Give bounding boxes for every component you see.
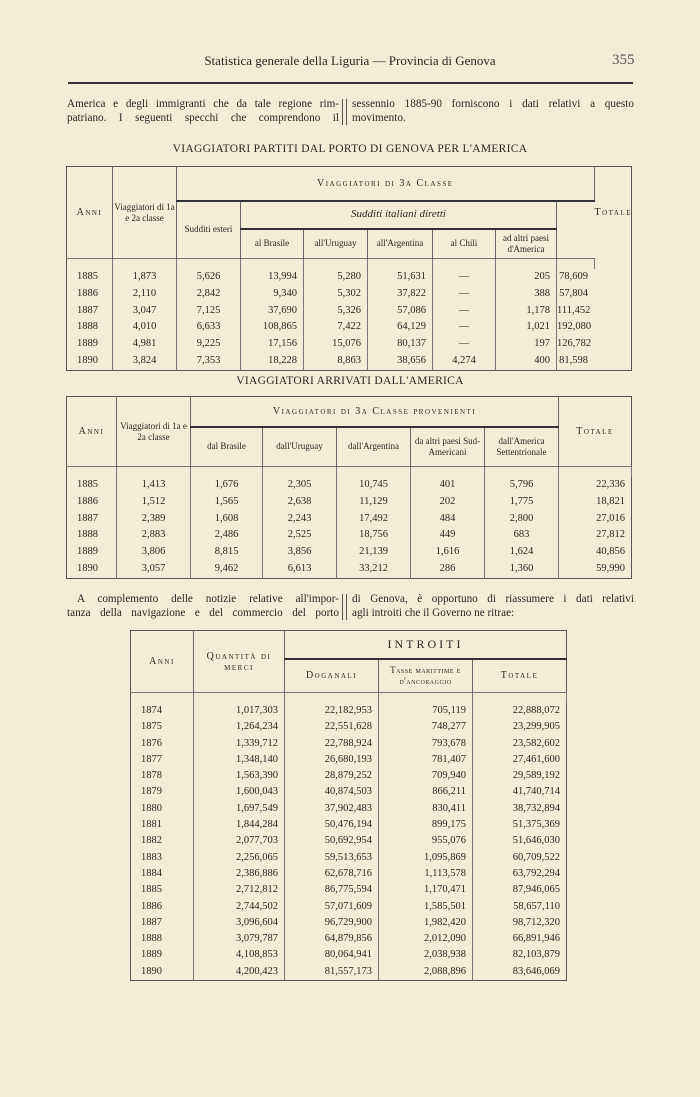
- header-separator: [131, 693, 567, 704]
- value-cell: 192,080: [557, 321, 592, 333]
- value-cell: 2,638: [263, 494, 337, 511]
- value-cell: 108,865: [241, 319, 304, 336]
- value-cell: 23,582,602: [512, 737, 560, 749]
- spacer: [67, 467, 117, 478]
- value-cell: 60,709,522: [512, 851, 560, 863]
- spacer: [473, 693, 567, 704]
- spacer: [557, 259, 595, 270]
- table-row: [131, 703, 567, 719]
- year-cell: 1883: [131, 850, 194, 866]
- value-cell: 18,821: [596, 495, 625, 507]
- value-cell: 18,228: [241, 353, 304, 370]
- value-cell: 11,129: [337, 494, 411, 511]
- value-cell: 1,775: [485, 494, 559, 511]
- table-row: [131, 768, 567, 784]
- value-cell: 63,792,294: [512, 867, 560, 879]
- value-cell: 1,982,420: [379, 915, 473, 931]
- value-cell: 401: [411, 477, 485, 494]
- spacer: [285, 693, 379, 704]
- text-line: agli introiti che il Governo ne ritrae:: [352, 606, 515, 619]
- value-cell: 28,879,252: [285, 768, 379, 784]
- value-cell: 29,589,192: [512, 770, 560, 782]
- value-cell: 18,756: [337, 527, 411, 544]
- col-anni: Anni: [67, 397, 117, 467]
- value-cell: 1,360: [485, 561, 559, 578]
- value-cell: 2,256,065: [194, 850, 285, 866]
- value-cell: 781,407: [379, 752, 473, 768]
- col-sudditi-esteri: Sudditi esteri: [177, 201, 241, 259]
- year-cell: 1877: [131, 752, 194, 768]
- table-row: [67, 269, 632, 286]
- spacer: [496, 259, 557, 270]
- year-cell: 1875: [131, 719, 194, 735]
- year-cell: 1890: [131, 964, 194, 981]
- table-row: [67, 336, 632, 353]
- value-cell: 1,017,303: [194, 703, 285, 719]
- value-cell: 10,745: [337, 477, 411, 494]
- table-row: [67, 303, 632, 320]
- value-cell: 2,038,938: [379, 947, 473, 963]
- value-cell: 64,879,856: [285, 931, 379, 947]
- col-totale: Totale: [594, 207, 632, 219]
- table-row: [131, 833, 567, 849]
- value-cell: 26,680,193: [285, 752, 379, 768]
- value-cell: 2,110: [113, 286, 177, 303]
- table-row: [131, 964, 567, 981]
- col-altri-paesi: ad altri paesi d'America: [496, 229, 557, 259]
- middle-left-column: [67, 593, 339, 620]
- value-cell: —: [433, 269, 496, 286]
- value-cell: 830,411: [379, 801, 473, 817]
- value-cell: 27,461,600: [512, 753, 560, 765]
- value-cell: 3,856: [263, 544, 337, 561]
- year-cell: 1888: [67, 319, 113, 336]
- value-cell: 709,940: [379, 768, 473, 784]
- value-cell: 57,804: [559, 287, 588, 299]
- value-cell: 57,071,609: [285, 899, 379, 915]
- year-cell: 1888: [67, 527, 117, 544]
- table-row: [131, 931, 567, 947]
- group-introiti: INTROITI: [285, 631, 567, 659]
- value-cell: 22,788,924: [285, 736, 379, 752]
- value-cell: 17,156: [241, 336, 304, 353]
- spacer: [194, 693, 285, 704]
- col-doganali: Doganali: [285, 659, 379, 693]
- text-line: di Genova, è opportuno di riassumere i dati relativi: [352, 593, 634, 605]
- col-tasse-marittime: Tasse marittime e d'ancoraggio: [379, 659, 473, 693]
- value-cell: 5,796: [485, 477, 559, 494]
- value-cell: 51,375,369: [512, 819, 560, 831]
- table-row: [131, 850, 567, 866]
- value-cell: 37,822: [368, 286, 433, 303]
- col-totale: Totale: [500, 670, 539, 682]
- group-3a-classe-provenienti: Viaggiatori di 3a Classe provenienti: [191, 397, 559, 427]
- value-cell: 1,676: [191, 477, 263, 494]
- value-cell: 3,806: [117, 544, 191, 561]
- value-cell: 111,452: [557, 304, 591, 316]
- value-cell: 1,512: [117, 494, 191, 511]
- year-cell: 1886: [67, 286, 113, 303]
- value-cell: 22,551,628: [285, 719, 379, 735]
- value-cell: 83,646,069: [512, 965, 560, 977]
- value-cell: 22,888,072: [512, 705, 560, 716]
- year-cell: 1889: [131, 947, 194, 963]
- table-row: [131, 736, 567, 752]
- value-cell: 705,119: [379, 703, 473, 719]
- value-cell: 9,462: [191, 561, 263, 578]
- spacer: [337, 467, 411, 478]
- value-cell: 748,277: [379, 719, 473, 735]
- value-cell: 17,492: [337, 511, 411, 528]
- value-cell: 33,212: [337, 561, 411, 578]
- table-row: [67, 527, 632, 544]
- table-row: [67, 319, 632, 336]
- year-cell: 1888: [131, 931, 194, 947]
- column-divider: [342, 99, 347, 125]
- year-cell: 1882: [131, 833, 194, 849]
- year-cell: 1890: [67, 561, 117, 578]
- value-cell: 955,076: [379, 833, 473, 849]
- value-cell: 57,086: [368, 303, 433, 320]
- text-line: patriano. I seguenti specchi che comprendono il: [67, 111, 339, 124]
- value-cell: 2,486: [191, 527, 263, 544]
- value-cell: 38,732,894: [512, 802, 560, 814]
- value-cell: 7,353: [177, 353, 241, 370]
- value-cell: 7,422: [304, 319, 368, 336]
- value-cell: 50,692,954: [285, 833, 379, 849]
- year-cell: 1885: [131, 882, 194, 898]
- year-cell: 1886: [131, 899, 194, 915]
- value-cell: 81,557,173: [285, 964, 379, 981]
- col-uruguay: all'Uruguay: [304, 229, 368, 259]
- header-separator: [67, 259, 632, 270]
- table-row: [67, 544, 632, 561]
- table2-title: VIAGGIATORI ARRIVATI DALL'AMERICA: [236, 375, 464, 387]
- year-cell: 1874: [131, 703, 194, 719]
- table-row: [67, 561, 632, 578]
- col-brasile: al Brasile: [241, 229, 304, 259]
- value-cell: 21,139: [337, 544, 411, 561]
- spacer: [117, 467, 191, 478]
- col-argentina: all'Argentina: [368, 229, 433, 259]
- col-america-settentrionale: dall'America Settentrionale: [485, 427, 559, 467]
- value-cell: 1,348,140: [194, 752, 285, 768]
- table-row: [67, 477, 632, 494]
- value-cell: 3,047: [113, 303, 177, 320]
- value-cell: 37,690: [241, 303, 304, 320]
- value-cell: 96,729,900: [285, 915, 379, 931]
- value-cell: 3,824: [113, 353, 177, 370]
- col-totale: Totale: [576, 426, 614, 437]
- value-cell: 1,844,284: [194, 817, 285, 833]
- spacer: [67, 259, 113, 270]
- table-row: [131, 947, 567, 963]
- table-row: [131, 784, 567, 800]
- value-cell: 5,326: [304, 303, 368, 320]
- col-altri-sud-americani: da altri paesi Sud-Americani: [411, 427, 485, 467]
- col-viaggiatori-1-2: Viaggiatori di 1a e 2a classe: [117, 397, 191, 467]
- value-cell: 27,812: [596, 529, 625, 541]
- value-cell: 22,182,953: [285, 703, 379, 719]
- year-cell: 1890: [67, 353, 113, 370]
- year-cell: 1885: [67, 269, 113, 286]
- value-cell: 2,012,090: [379, 931, 473, 947]
- value-cell: 23,299,905: [512, 721, 560, 733]
- value-cell: 38,656: [368, 353, 433, 370]
- spacer: [485, 467, 559, 478]
- col-uruguay: dall'Uruguay: [263, 427, 337, 467]
- value-cell: 15,076: [304, 336, 368, 353]
- value-cell: 5,626: [177, 269, 241, 286]
- value-cell: 51,631: [368, 269, 433, 286]
- spacer: [263, 467, 337, 478]
- header-separator: [67, 467, 632, 478]
- middle-right-column: [352, 593, 634, 620]
- value-cell: 3,057: [117, 561, 191, 578]
- table-row: [131, 752, 567, 768]
- value-cell: 484: [411, 511, 485, 528]
- value-cell: 87,946,065: [512, 884, 560, 896]
- table-row: [131, 866, 567, 882]
- value-cell: 3,079,787: [194, 931, 285, 947]
- value-cell: 4,274: [433, 353, 496, 370]
- table-body: [67, 259, 632, 371]
- col-brasile: dal Brasile: [191, 427, 263, 467]
- year-cell: 1887: [67, 511, 117, 528]
- value-cell: 202: [411, 494, 485, 511]
- value-cell: 1,264,234: [194, 719, 285, 735]
- text-line: tanza della navigazione e del commercio del porto: [67, 606, 339, 619]
- value-cell: 50,476,194: [285, 817, 379, 833]
- year-cell: 1889: [67, 544, 117, 561]
- value-cell: 1,624: [485, 544, 559, 561]
- value-cell: 1,585,501: [379, 899, 473, 915]
- page-number: 355: [612, 52, 635, 68]
- value-cell: 2,525: [263, 527, 337, 544]
- value-cell: 4,010: [113, 319, 177, 336]
- spacer: [368, 259, 433, 270]
- value-cell: 1,413: [117, 477, 191, 494]
- value-cell: 1,021: [496, 319, 557, 336]
- table-row: [131, 915, 567, 931]
- spacer: [177, 259, 241, 270]
- value-cell: 2,386,886: [194, 866, 285, 882]
- value-cell: 59,513,653: [285, 850, 379, 866]
- text-line: movimento.: [352, 111, 406, 124]
- col-anni: Anni: [67, 167, 113, 259]
- table-row: [67, 286, 632, 303]
- arrivals-table: [66, 396, 632, 579]
- group-sudditi-italiani: Sudditi italiani diretti: [241, 201, 557, 229]
- value-cell: —: [433, 286, 496, 303]
- col-quantita-merci: Quantità di merci: [194, 631, 285, 693]
- value-cell: 58,657,110: [513, 900, 560, 912]
- year-cell: 1881: [131, 817, 194, 833]
- value-cell: 2,883: [117, 527, 191, 544]
- year-cell: 1885: [67, 477, 117, 494]
- table-row: [131, 899, 567, 915]
- value-cell: 1,697,549: [194, 801, 285, 817]
- value-cell: 9,340: [241, 286, 304, 303]
- value-cell: 126,782: [557, 338, 592, 350]
- value-cell: 7,125: [177, 303, 241, 320]
- value-cell: 22,336: [596, 479, 625, 490]
- value-cell: 1,113,578: [379, 866, 473, 882]
- spacer: [191, 467, 263, 478]
- table-row: [131, 801, 567, 817]
- table-row: [67, 511, 632, 528]
- value-cell: 4,200,423: [194, 964, 285, 981]
- intro-right-column: [352, 98, 634, 125]
- value-cell: 1,170,471: [379, 882, 473, 898]
- value-cell: 2,800: [485, 511, 559, 528]
- value-cell: —: [433, 303, 496, 320]
- value-cell: 1,608: [191, 511, 263, 528]
- value-cell: 82,103,879: [512, 949, 560, 961]
- value-cell: 4,981: [113, 336, 177, 353]
- col-argentina: dall'Argentina: [337, 427, 411, 467]
- value-cell: 388: [496, 286, 557, 303]
- value-cell: 51,646,030: [512, 835, 560, 847]
- text-line: A complemento delle notizie relative all'impor-: [77, 593, 339, 605]
- col-viaggiatori-1-2: Viaggiatori di 1a e 2a classe: [113, 167, 177, 259]
- col-chili: al Chili: [433, 229, 496, 259]
- value-cell: 13,994: [241, 269, 304, 286]
- value-cell: 40,856: [596, 546, 625, 558]
- value-cell: 5,302: [304, 286, 368, 303]
- year-cell: 1878: [131, 768, 194, 784]
- value-cell: 1,616: [411, 544, 485, 561]
- header-rule: [68, 82, 633, 84]
- value-cell: 8,815: [191, 544, 263, 561]
- value-cell: 2,389: [117, 511, 191, 528]
- year-cell: 1879: [131, 784, 194, 800]
- value-cell: 2,744,502: [194, 899, 285, 915]
- value-cell: 1,873: [113, 269, 177, 286]
- table-row: [67, 494, 632, 511]
- spacer: [131, 693, 194, 704]
- value-cell: 78,609: [559, 271, 588, 282]
- spacer: [411, 467, 485, 478]
- value-cell: 98,712,320: [512, 916, 560, 928]
- year-cell: 1887: [131, 915, 194, 931]
- year-cell: 1889: [67, 336, 113, 353]
- value-cell: 205: [496, 269, 557, 286]
- value-cell: 2,088,896: [379, 964, 473, 981]
- value-cell: 6,613: [263, 561, 337, 578]
- value-cell: 37,902,483: [285, 801, 379, 817]
- value-cell: 449: [411, 527, 485, 544]
- value-cell: 59,990: [596, 562, 625, 574]
- group-3a-classe: Viaggiatori di 3a Classe: [177, 167, 595, 201]
- value-cell: —: [433, 336, 496, 353]
- departures-table: [66, 166, 632, 371]
- spacer: [304, 259, 368, 270]
- year-cell: 1887: [67, 303, 113, 320]
- spacer: [113, 259, 177, 270]
- table-row: [67, 353, 632, 370]
- spacer: [433, 259, 496, 270]
- value-cell: 2,842: [177, 286, 241, 303]
- value-cell: 1,339,712: [194, 736, 285, 752]
- value-cell: 1,565: [191, 494, 263, 511]
- table1-title: VIAGGIATORI PARTITI DAL PORTO DI GENOVA PER L'AMERICA: [172, 143, 528, 155]
- value-cell: 2,305: [263, 477, 337, 494]
- value-cell: 27,016: [596, 512, 625, 524]
- value-cell: 1,178: [496, 303, 557, 320]
- table-row: [131, 719, 567, 735]
- value-cell: 400: [496, 353, 557, 370]
- value-cell: 9,225: [177, 336, 241, 353]
- value-cell: 197: [496, 336, 557, 353]
- value-cell: 86,775,594: [285, 882, 379, 898]
- value-cell: 1,563,390: [194, 768, 285, 784]
- value-cell: 2,077,703: [194, 833, 285, 849]
- spacer: [241, 259, 304, 270]
- revenue-table: [130, 630, 567, 981]
- value-cell: 41,740,714: [512, 786, 560, 798]
- running-title: Statistica generale della Liguria — Provincia di Genova: [204, 53, 496, 68]
- spacer: [379, 693, 473, 704]
- table-row: [131, 817, 567, 833]
- year-cell: 1886: [67, 494, 117, 511]
- table-body: [67, 467, 632, 579]
- value-cell: 899,175: [379, 817, 473, 833]
- value-cell: 3,096,604: [194, 915, 285, 931]
- value-cell: 64,129: [368, 319, 433, 336]
- value-cell: 40,874,503: [285, 784, 379, 800]
- value-cell: 80,064,941: [285, 947, 379, 963]
- value-cell: 2,243: [263, 511, 337, 528]
- value-cell: 66,891,946: [512, 933, 560, 945]
- value-cell: 81,598: [559, 354, 588, 366]
- value-cell: —: [433, 319, 496, 336]
- year-cell: 1876: [131, 736, 194, 752]
- value-cell: 683: [485, 527, 559, 544]
- value-cell: 1,095,869: [379, 850, 473, 866]
- value-cell: 6,633: [177, 319, 241, 336]
- text-line: America e degli immigranti che da tale regione rim-: [67, 98, 339, 110]
- year-cell: 1880: [131, 801, 194, 817]
- value-cell: 1,600,043: [194, 784, 285, 800]
- column-divider: [342, 594, 347, 620]
- value-cell: 5,280: [304, 269, 368, 286]
- value-cell: 62,678,716: [285, 866, 379, 882]
- value-cell: 286: [411, 561, 485, 578]
- value-cell: 2,712,812: [194, 882, 285, 898]
- spacer: [559, 467, 632, 478]
- value-cell: 866,211: [379, 784, 473, 800]
- value-cell: 793,678: [379, 736, 473, 752]
- table-row: [131, 882, 567, 898]
- year-cell: 1884: [131, 866, 194, 882]
- value-cell: 8,863: [304, 353, 368, 370]
- intro-left-column: [67, 98, 339, 125]
- table-body: [131, 693, 567, 981]
- text-line: sessennio 1885-90 forniscono i dati relativi a questo: [352, 98, 634, 110]
- value-cell: 80,137: [368, 336, 433, 353]
- col-anni: Anni: [131, 631, 194, 693]
- value-cell: 4,108,853: [194, 947, 285, 963]
